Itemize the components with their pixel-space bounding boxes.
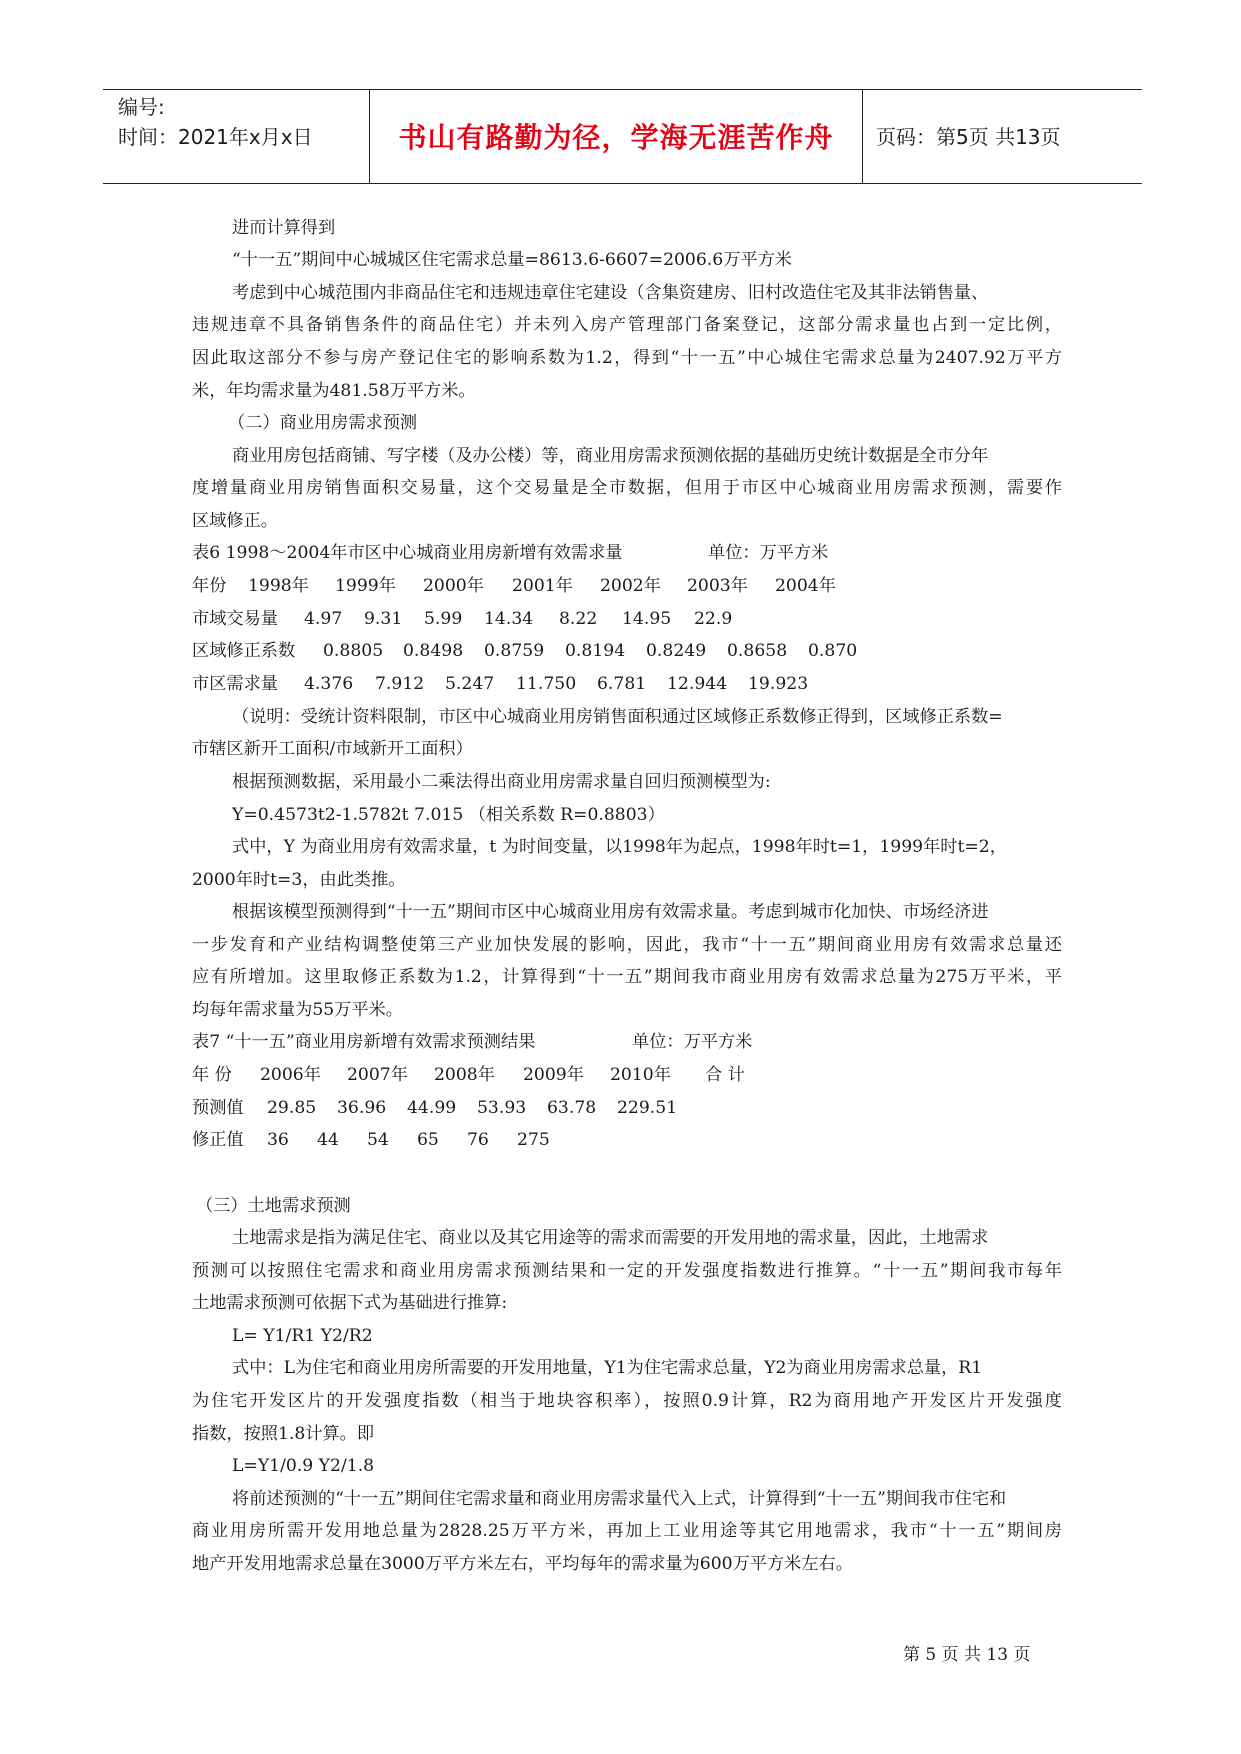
text-line: （说明：受统计资料限制，市区中心城商业用房销售面积通过区域修正系数修正得到，区域修正系数= xyxy=(232,707,1003,727)
table-cell: 1998年 xyxy=(248,576,309,596)
header-divider-left xyxy=(369,89,370,183)
table-7-unit: 单位：万平方米 xyxy=(632,1032,753,1052)
table-cell: 0.8805 xyxy=(323,641,384,661)
text-line: “十一五”期间中心城城区住宅需求总量=8613.6-6607=2006.6万平方米 xyxy=(232,250,792,270)
time-label: 时间：2021年x月x日 xyxy=(118,125,313,149)
table-cell: 76 xyxy=(467,1130,489,1150)
table-cell: 4.376 xyxy=(304,674,354,694)
text-line: 应有所增加。这里取修正系数为1.2，计算得到“十一五”期间我市商业用房有效需求总量为275万平米，平 xyxy=(192,967,1062,987)
text-line: 进而计算得到 xyxy=(232,218,336,238)
text-line: 度增量商业用房销售面积交易量，这个交易量是全市数据，但用于市区中心城商业用房需求预测，需要作 xyxy=(192,478,1062,498)
text-line: 土地需求是指为满足住宅、商业以及其它用途等的需求而需要的开发用地的需求量，因此，土地需求 xyxy=(232,1228,989,1248)
table-cell: 区域修正系数 xyxy=(192,641,296,661)
table-cell: 36 xyxy=(267,1130,289,1150)
text-line: 式中，Y 为商业用房有效需求量，t 为时间变量，以1998年为起点，1998年时t=1，1999年时t=2， xyxy=(232,837,1007,857)
text-line: 根据该模型预测得到“十一五”期间市区中心城商业用房有效需求量。考虑到城市化加快、市场经济进 xyxy=(232,902,989,922)
text-line: 式中：L为住宅和商业用房所需要的开发用地量，Y1为住宅需求总量，Y2为商业用房需求总量，R1 xyxy=(232,1358,983,1378)
text-line: 根据预测数据，采用最小二乘法得出商业用房需求量自回归预测模型为: xyxy=(232,772,771,792)
table-cell: 2007年 xyxy=(347,1065,408,1085)
table-cell: 11.750 xyxy=(516,674,577,694)
text-line: 区域修正。 xyxy=(192,511,278,531)
table-cell: 2010年 xyxy=(610,1065,671,1085)
text-line: 为住宅开发区片的开发强度指数（相当于地块容积率），按照0.9计算，R2为商用地产开发区片开发强度 xyxy=(192,1391,1062,1411)
formula-line: L= Y1/R1 Y2/R2 xyxy=(232,1326,373,1346)
number-label: 编号: xyxy=(118,95,165,119)
table-cell: 36.96 xyxy=(337,1098,387,1118)
text-line: 市辖区新开工面积/市域新开工面积） xyxy=(192,739,473,759)
table-cell: 229.51 xyxy=(617,1098,678,1118)
table-cell: 44 xyxy=(317,1130,339,1150)
text-line: 商业用房包括商铺、写字楼（及办公楼）等，商业用房需求预测依据的基础历史统计数据是全市分年 xyxy=(232,446,989,466)
header-bottom-rule xyxy=(103,183,1142,184)
text-line: 将前述预测的“十一五”期间住宅需求量和商业用房需求量代入上式，计算得到“十一五”期间我市住宅和 xyxy=(232,1489,1007,1509)
table-cell: 0.8498 xyxy=(403,641,464,661)
table-cell: 合 计 xyxy=(705,1065,745,1085)
header-top-rule xyxy=(103,89,1142,90)
text-line: 指数，按照1.8计算。即 xyxy=(192,1424,375,1444)
table-cell: 0.870 xyxy=(808,641,858,661)
header-page-label: 页码：第5页 共13页 xyxy=(876,125,1061,149)
table-cell: 2003年 xyxy=(687,576,748,596)
table-cell: 44.99 xyxy=(407,1098,457,1118)
table-cell: 5.99 xyxy=(424,609,463,629)
table-cell: 9.31 xyxy=(364,609,403,629)
table-cell: 5.247 xyxy=(445,674,495,694)
text-line: 预测可以按照住宅需求和商业用房需求预测结果和一定的开发强度指数进行推算。“十一五”期间我市每年 xyxy=(192,1261,1062,1281)
table-cell: 0.8759 xyxy=(484,641,545,661)
text-line: 米，年均需求量为481.58万平方米。 xyxy=(192,381,476,401)
table-6-unit: 单位：万平方米 xyxy=(708,543,829,563)
table-cell: 14.95 xyxy=(622,609,672,629)
table-cell: 22.9 xyxy=(694,609,733,629)
table-cell: 0.8194 xyxy=(565,641,626,661)
table-cell: 29.85 xyxy=(267,1098,317,1118)
table-cell: 14.34 xyxy=(484,609,534,629)
text-line: 地产开发用地需求总量在3000万平方米左右，平均每年的需求量为600万平方米左右。 xyxy=(192,1554,853,1574)
table-cell: 2008年 xyxy=(434,1065,495,1085)
formula-line: L=Y1/0.9 Y2/1.8 xyxy=(232,1456,375,1476)
table-cell: 4.97 xyxy=(304,609,343,629)
table-cell: 1999年 xyxy=(335,576,396,596)
table-cell: 65 xyxy=(417,1130,439,1150)
table-cell: 预测值 xyxy=(192,1098,244,1118)
table-cell: 12.944 xyxy=(667,674,728,694)
text-line: 均每年需求量为55万平米。 xyxy=(192,1000,403,1020)
section-heading: （三）土地需求预测 xyxy=(196,1196,351,1216)
table-cell: 市域交易量 xyxy=(192,609,278,629)
table-cell: 275 xyxy=(517,1130,550,1150)
table-cell: 修正值 xyxy=(192,1130,244,1150)
table-cell: 市区需求量 xyxy=(192,674,278,694)
table-cell: 2009年 xyxy=(523,1065,584,1085)
table-cell: 63.78 xyxy=(547,1098,597,1118)
table-cell: 年 份 xyxy=(192,1065,232,1085)
table-cell: 0.8249 xyxy=(646,641,707,661)
table-7-title: 表7 “十一五”商业用房新增有效需求预测结果 xyxy=(192,1032,536,1052)
table-cell: 年份 xyxy=(192,576,227,596)
table-cell: 0.8658 xyxy=(727,641,788,661)
table-cell: 54 xyxy=(367,1130,389,1150)
page-footer: 第 5 页 共 13 页 xyxy=(903,1645,1031,1665)
table-cell: 2004年 xyxy=(775,576,836,596)
table-cell: 2001年 xyxy=(512,576,573,596)
text-line: 考虑到中心城范围内非商品住宅和违规违章住宅建设（含集资建房、旧村改造住宅及其非法销售量、 xyxy=(232,283,989,303)
text-line: 因此取这部分不参与房产登记住宅的影响系数为1.2，得到“十一五”中心城住宅需求总量为2407.92万平方 xyxy=(192,348,1062,368)
table-cell: 19.923 xyxy=(748,674,809,694)
table-cell: 2002年 xyxy=(600,576,661,596)
table-cell: 53.93 xyxy=(477,1098,527,1118)
section-heading: （二）商业用房需求预测 xyxy=(228,413,418,433)
header-motto: 书山有路勤为径，学海无涯苦作舟 xyxy=(398,121,834,154)
header-divider-right xyxy=(862,89,863,183)
text-line: 一步发育和产业结构调整使第三产业加快发展的影响，因此，我市“十一五”期间商业用房有效需求总量还 xyxy=(192,935,1062,955)
text-line: 违规违章不具备销售条件的商品住宅）并未列入房产管理部门备案登记，这部分需求量也占到一定比例， xyxy=(192,315,1062,335)
table-cell: 6.781 xyxy=(597,674,647,694)
table-cell: 7.912 xyxy=(375,674,425,694)
table-cell: 2000年 xyxy=(423,576,484,596)
table-cell: 8.22 xyxy=(559,609,598,629)
table-cell: 2006年 xyxy=(260,1065,321,1085)
header-left-block xyxy=(118,92,313,152)
formula-line: Y=0.4573t2-1.5782t 7.015 （相关系数 R=0.8803） xyxy=(232,805,665,825)
text-line: 2000年时t=3，由此类推。 xyxy=(192,870,406,890)
text-line: 商业用房所需开发用地总量为2828.25万平方米，再加上工业用途等其它用地需求，我市“十一五”期间房 xyxy=(192,1521,1062,1541)
table-6-title: 表6 1998～2004年市区中心城商业用房新增有效需求量 xyxy=(192,543,623,563)
text-line: 土地需求预测可依据下式为基础进行推算: xyxy=(192,1293,508,1313)
